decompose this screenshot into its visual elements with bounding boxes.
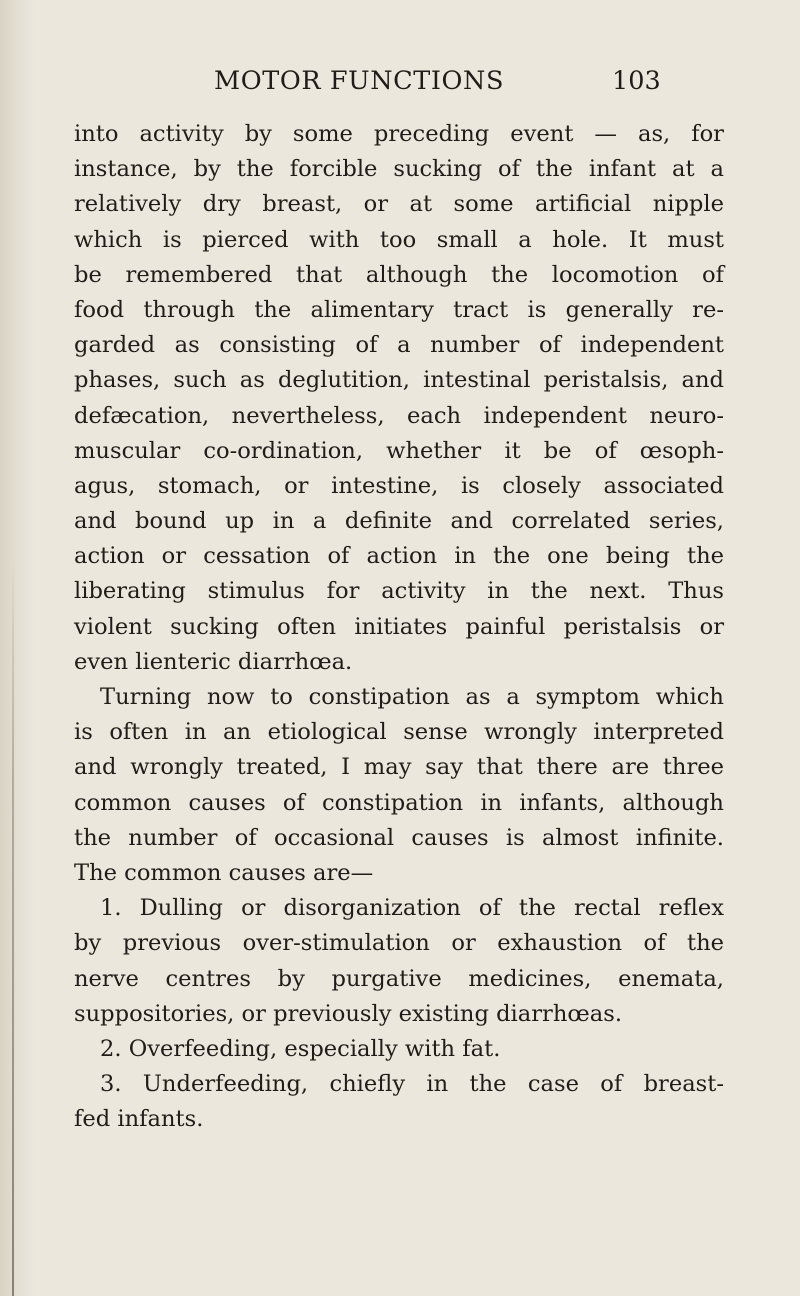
text-line: and wrongly treated, I may say that there are three [74,754,724,781]
text-line: suppositories, or previously existing diarrhœas. [74,1000,622,1027]
text-line: liberating stimulus for activity in the next. Thus [74,578,724,605]
text-line: 2. Overfeeding, especially with fat. [100,1035,501,1062]
text-line: by previous over-stimulation or exhaustion of the [74,930,724,957]
text-line: common causes of constipation in infants, although [74,789,724,816]
text-line: which is pierced with too small a hole. It must [74,226,724,253]
text-line: food through the alimentary tract is generally re- [74,296,724,323]
text-line: relatively dry breast, or at some artificial nipple [74,191,724,218]
running-title: MOTOR FUNCTIONS [214,66,505,96]
paragraph-1 [74,117,724,680]
text-line: agus, stomach, or intestine, is closely associated [74,472,724,499]
text-line: instance, by the forcible sucking of the infant at a [74,156,724,183]
page-header [0,66,800,106]
list-item-3 [74,1067,724,1137]
body-text [74,117,724,1137]
paragraph-2 [74,680,724,891]
text-line: the number of occasional causes is almost infinite. [74,824,724,851]
text-line: be remembered that although the locomotion of [74,261,724,288]
text-line: 1. Dulling or disorganization of the rectal reflex [100,895,724,922]
text-line: violent sucking often initiates painful peristalsis or [74,613,724,640]
text-line: nerve centres by purgative medicines, enemata, [74,965,724,992]
text-line: phases, such as deglutition, intestinal peristalsis, and [74,367,724,394]
page-number: 103 [612,66,661,96]
binding-edge [12,560,14,1296]
text-line: The common causes are— [74,859,374,886]
text-line: muscular co-ordination, whether it be of œsoph- [74,437,724,464]
text-line: 3. Underfeeding, chiefly in the case of breast- [100,1071,724,1098]
binding-shadow [0,0,34,1296]
text-line: and bound up in a definite and correlated series, [74,508,724,535]
list-item-2 [74,1032,724,1067]
text-line: action or cessation of action in the one being the [74,543,724,570]
text-line: is often in an etiological sense wrongly interpreted [74,719,724,746]
list-item-1 [74,891,724,1032]
text-line: even lienteric diarrhœa. [74,648,353,675]
text-line: defæcation, nevertheless, each independent neuro- [74,402,724,429]
text-line: garded as consisting of a number of independent [74,332,724,359]
text-line: Turning now to constipation as a symptom which [100,684,724,710]
text-line: fed infants. [74,1106,204,1133]
text-line: into activity by some preceding event — as, for [74,121,724,147]
